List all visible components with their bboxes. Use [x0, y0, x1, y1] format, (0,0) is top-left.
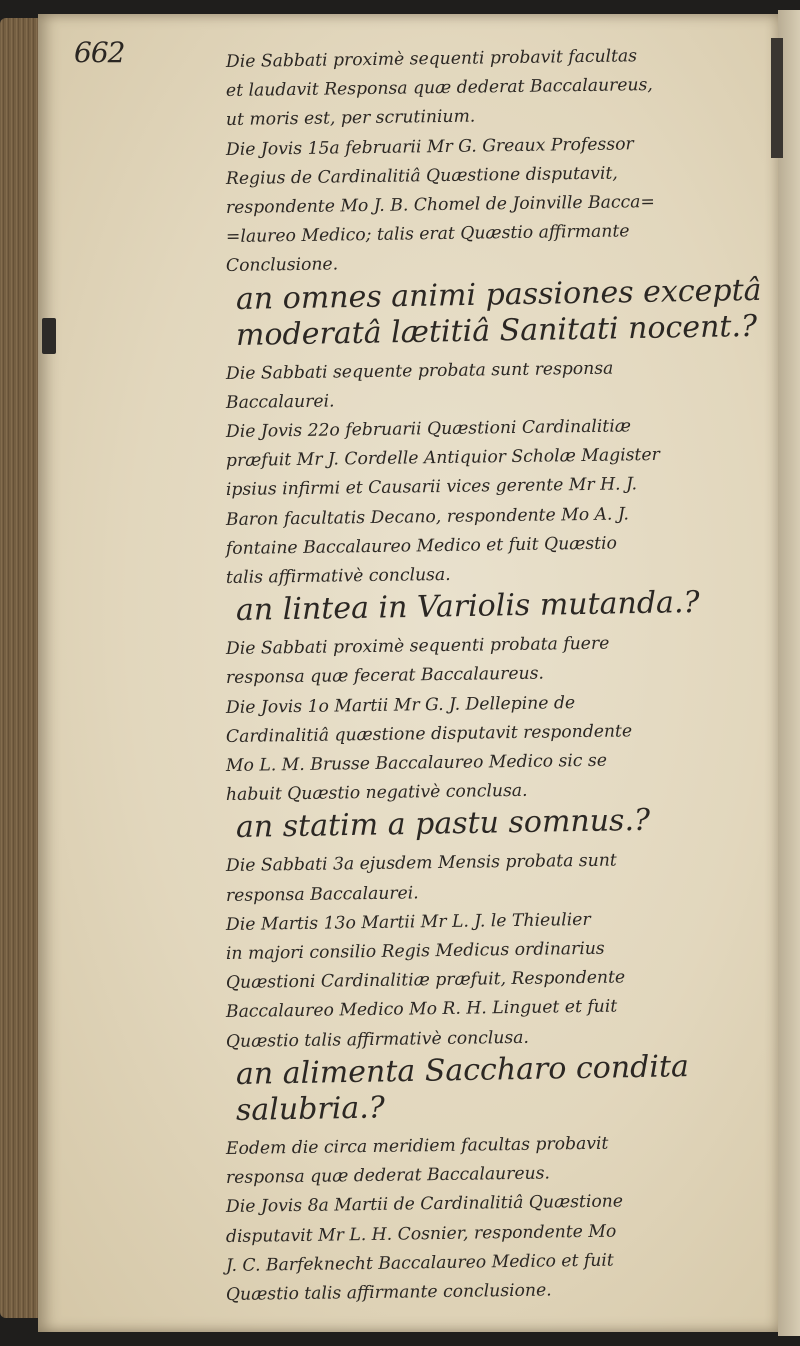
text-line: Die Martis 13o Martii Mr L. J. le Thieulier — [225, 909, 591, 935]
text-line: Die Sabbati proximè sequenti probavit facultas — [225, 46, 638, 72]
text-line: responsa quæ fecerat Baccalaureus. — [225, 664, 545, 689]
text-line: Die Sabbati proximè sequenti probata fuere — [225, 633, 610, 660]
text-line: habuit Quæstio negativè conclusa. — [225, 781, 528, 806]
facing-page-edge — [778, 10, 800, 1336]
question-title: an omnes animi passiones exceptâ — [235, 272, 762, 317]
question-title: moderatâ lætitiâ Sanitati nocent.? — [235, 308, 758, 353]
binding-clip — [771, 38, 783, 158]
text-line: Quæstio talis affirmante conclusione. — [225, 1280, 552, 1305]
text-line: Quæstio talis affirmativè conclusa. — [225, 1027, 530, 1052]
text-line: responsa quæ dederat Baccalaureus. — [225, 1163, 551, 1189]
text-line: et laudavit Responsa quæ dederat Baccalaureus, — [225, 75, 653, 102]
page-edges — [0, 18, 42, 1318]
question-title: an statim a pastu somnus.? — [235, 803, 651, 846]
text-line: Die Sabbati sequente probata sunt responsa — [225, 358, 614, 384]
text-line: Baron facultatis Decano, respondente Mo A. J. — [225, 504, 630, 530]
text-line: Die Jovis 15a februarii Mr G. Greaux Professor — [225, 133, 634, 160]
text-line: Conclusione. — [225, 254, 339, 277]
text-line: respondente Mo J. B. Chomel de Joinville Bacca= — [225, 192, 656, 219]
text-line: responsa Baccalaurei. — [225, 882, 419, 906]
text-line: Die Jovis 8a Martii de Cardinalitiâ Quæstione — [225, 1191, 624, 1218]
text-line: ipsius infirmi et Causarii vices gerente Mr H. J. — [225, 474, 638, 501]
text-line: fontaine Baccalaureo Medico et fuit Quæstio — [225, 533, 618, 559]
text-line: præfuit Mr J. Cordelle Antiquior Scholæ Magister — [225, 445, 660, 472]
question-title: an alimenta Saccharo condita — [235, 1048, 690, 1092]
text-line: J. C. Barfeknecht Baccalaureo Medico et fuit — [225, 1250, 614, 1276]
text-line: Cardinalitiâ quæstione disputavit respondente — [225, 721, 633, 747]
text-line: Mo L. M. Brusse Baccalaureo Medico sic se — [225, 750, 608, 777]
page-number: 662 — [74, 36, 125, 69]
text-line: Die Jovis 22o februarii Quæstioni Cardinalitiæ — [225, 416, 632, 443]
text-line: Baccalaureo Medico Mo R. H. Linguet et fuit — [225, 997, 618, 1023]
text-line: Regius de Cardinalitiâ Quæstione disputavit, — [225, 163, 618, 189]
text-line: Baccalaurei. — [225, 391, 335, 413]
text-line: Quæstioni Cardinalitiæ præfuit, Respondente — [225, 967, 626, 994]
manuscript-text — [225, 46, 762, 1310]
text-line: in majori consilio Regis Medicus ordinarius — [225, 938, 605, 965]
text-line: talis affirmativè conclusa. — [225, 564, 451, 589]
text-line: ut moris est, per scrutinium. — [225, 106, 476, 131]
text-line: Die Sabbati 3a ejusdem Mensis probata sunt — [225, 851, 617, 877]
text-line: Die Jovis 1o Martii Mr G. J. Dellepine de — [225, 692, 576, 718]
question-title: salubria.? — [235, 1090, 386, 1128]
text-line: Eodem die circa meridiem facultas probavit — [225, 1133, 609, 1159]
text-line: disputavit Mr L. H. Cosnier, respondente Mo — [225, 1221, 617, 1247]
margin-mark — [42, 318, 56, 354]
question-title: an lintea in Variolis mutanda.? — [235, 585, 700, 629]
text-line: =laureo Medico; talis erat Quæstio affirmante — [225, 221, 630, 248]
